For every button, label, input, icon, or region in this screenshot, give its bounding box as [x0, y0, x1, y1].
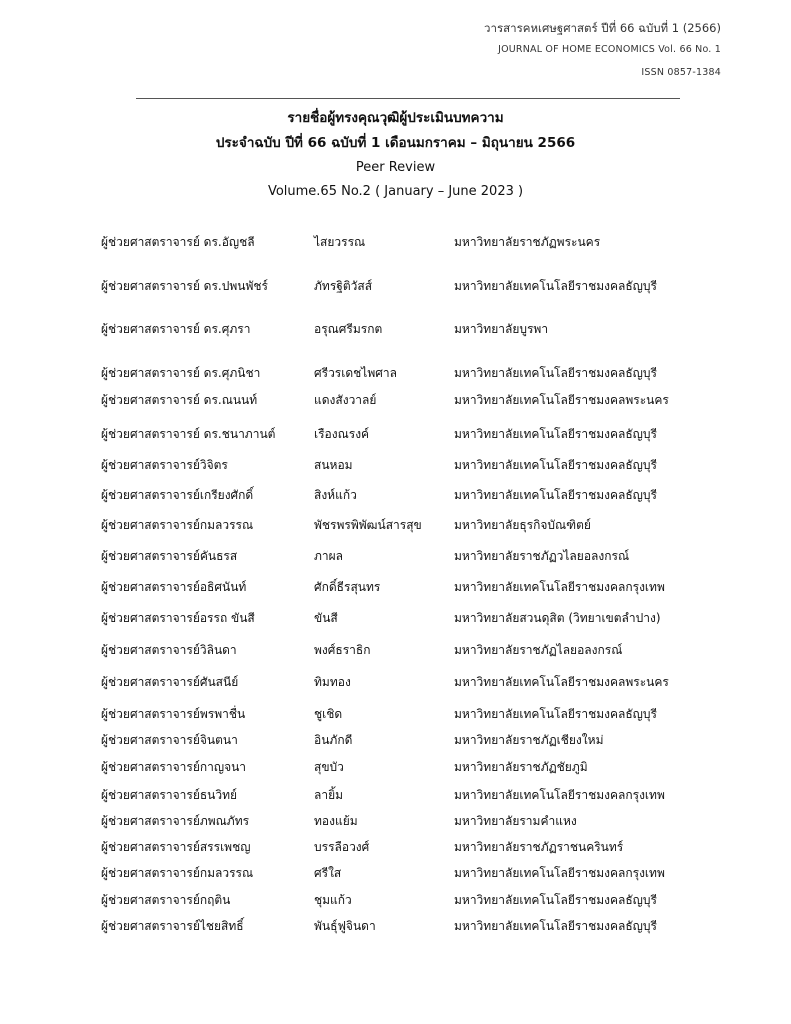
reviewer-name: ผู้ช่วยศาสตราจารย์ ดร.อัญชลี: [101, 235, 255, 249]
reviewer-university: มหาวิทยาลัยเทคโนโลยีราชมงคลธัญบุรี: [454, 893, 657, 907]
reviewer-surname: ภัทรฐิติวัสส์: [314, 279, 373, 293]
reviewer-surname: ทิมทอง: [314, 675, 351, 689]
reviewer-name: ผู้ช่วยศาสตราจารย์ ดร.ศุภรา: [101, 322, 251, 336]
reviewer-university: มหาวิทยาลัยราชภัฏไลยอลงกรณ์: [454, 643, 623, 657]
reviewer-university: มหาวิทยาลัยธุรกิจบัณฑิตย์: [454, 518, 591, 532]
reviewer-name: ผู้ช่วยศาสตราจารย์เกรียงศักดิ์: [101, 488, 254, 502]
reviewer-university: มหาวิทยาลัยราชภัฏราชนครินทร์: [454, 840, 624, 854]
reviewer-name: ผู้ช่วยศาสตราจารย์คันธรส: [101, 549, 238, 563]
reviewer-name: ผู้ช่วยศาสตราจารย์วิลินดา: [101, 643, 237, 657]
reviewer-row: [0, 837, 791, 857]
issn-number: ISSN 0857-1384: [641, 67, 721, 78]
reviewer-row: [0, 811, 791, 831]
reviewer-row: [0, 916, 791, 936]
reviewer-university: มหาวิทยาลัยเทคโนโลยีราชมงคลธัญบุรี: [454, 366, 657, 380]
reviewer-university: มหาวิทยาลัยราชภัฏพระนคร: [454, 235, 601, 249]
reviewer-name: ผู้ช่วยศาสตราจารย์กฤติน: [101, 893, 231, 907]
reviewer-surname: อินภักดี: [314, 733, 353, 747]
reviewer-name: ผู้ช่วยศาสตราจารย์ธนวิทย์: [101, 788, 238, 802]
journal-title-thai: วารสารคหเศษฐศาสตร์ ปีที่ 66 ฉบับที่ 1 (2566): [484, 21, 721, 35]
issue-title: ประจำฉบับ ปีที่ 66 ฉบับที่ 1 เดือนมกราคม – มิถุนายน 2566: [215, 135, 576, 151]
reviewer-university: มหาวิทยาลัยบูรพา: [454, 322, 549, 336]
reviewer-university: มหาวิทยาลัยสวนดุสิต (วิทยาเขตลำปาง): [454, 611, 661, 625]
reviewer-university: มหาวิทยาลัยเทคโนโลยีราชมงคลธัญบุรี: [454, 458, 657, 472]
reviewer-surname: พันธุ์ฟูจินดา: [314, 919, 376, 933]
reviewer-name: ผู้ช่วยศาสตราจารย์พรพาชื่น: [101, 707, 246, 721]
reviewer-university: มหาวิทยาลัยเทคโนโลยีราชมงคลธัญบุรี: [454, 707, 657, 721]
reviewer-surname: ขันสี: [314, 611, 338, 625]
reviewer-row: [0, 515, 791, 535]
reviewer-row: [0, 424, 791, 444]
reviewer-name: ผู้ช่วยศาสตราจารย์ ดร.ชนาภานต์: [101, 427, 276, 441]
reviewer-row: [0, 276, 791, 296]
reviewer-surname: ไสยวรรณ: [314, 235, 366, 249]
reviewer-name: ผู้ช่วยศาสตราจารย์จินตนา: [101, 733, 238, 747]
reviewer-university: มหาวิทยาลัยเทคโนโลยีราชมงคลธัญบุรี: [454, 427, 657, 441]
reviewer-university: มหาวิทยาลัยเทคโนโลยีราชมงคลกรุงเทพ: [454, 788, 665, 802]
reviewer-surname: พัชรพรพิพัฒน์สารสุข: [314, 518, 422, 532]
page-title-block: [0, 110, 791, 209]
reviewer-surname: บรรลือวงศ์: [314, 840, 370, 854]
volume-heading: Volume.65 No.2 ( January – June 2023 ): [267, 184, 524, 199]
reviewer-university: มหาวิทยาลัยราชภัฏวไลยอลงกรณ์: [454, 549, 630, 563]
reviewer-name: ผู้ช่วยศาสตราจารย์ ดร.ศุภนิชา: [101, 366, 261, 380]
reviewer-row: [0, 455, 791, 475]
reviewer-university: มหาวิทยาลัยเทคโนโลยีราชมงคลกรุงเทพ: [454, 866, 665, 880]
reviewer-surname: อรุณศรีมรกต: [314, 322, 383, 336]
reviewer-row: [0, 485, 791, 505]
reviewer-surname: ศักดิ์ธีรสุนทร: [314, 580, 381, 594]
journal-title-english: JOURNAL OF HOME ECONOMICS Vol. 66 No. 1: [498, 44, 721, 55]
reviewer-university: มหาวิทยาลัยเทคโนโลยีราชมงคลธัญบุรี: [454, 488, 657, 502]
reviewer-surname: สนหอม: [314, 458, 353, 472]
reviewer-surname: เรืองณรงค์: [314, 427, 370, 441]
reviewer-name: ผู้ช่วยศาสตราจารย์ ดร.ปพนพัชร์: [101, 279, 268, 293]
reviewer-name: ผู้ช่วยศาสตราจารย์สรรเพชญ: [101, 840, 251, 854]
reviewer-row: [0, 863, 791, 883]
reviewer-row: [0, 785, 791, 805]
reviewer-name: ผู้ช่วยศาสตราจารย์กมลวรรณ: [101, 518, 254, 532]
reviewer-row: [0, 704, 791, 724]
peer-review-heading: Peer Review: [355, 160, 436, 175]
reviewer-row: [0, 363, 791, 383]
reviewer-name: ผู้ช่วยศาสตราจารย์กาญจนา: [101, 760, 247, 774]
reviewer-name: ผู้ช่วยศาสตราจารย์อธิศนันท์: [101, 580, 247, 594]
reviewer-row: [0, 640, 791, 660]
reviewer-surname: พงศ์ธราธิก: [314, 643, 371, 657]
reviewer-surname: สุขบัว: [314, 760, 344, 774]
reviewer-name: ผู้ช่วยศาสตราจารย์ ดร.ณนนท์: [101, 393, 258, 407]
reviewer-university: มหาวิทยาลัยเทคโนโลยีราชมงคลธัญบุรี: [454, 919, 657, 933]
reviewer-row: [0, 390, 791, 410]
reviewer-row: [0, 890, 791, 910]
running-header: [484, 20, 721, 80]
reviewer-surname: สิงห์แก้ว: [314, 488, 357, 502]
header-divider: [136, 98, 680, 99]
reviewer-university: มหาวิทยาลัยเทคโนโลยีราชมงคลธัญบุรี: [454, 279, 657, 293]
reviewer-surname: ศรีใส: [314, 866, 342, 880]
reviewer-name: ผู้ช่วยศาสตราจารย์วิจิตร: [101, 458, 228, 472]
reviewer-surname: ลายิ้ม: [314, 788, 344, 802]
reviewer-university: มหาวิทยาลัยราชภัฏเชียงใหม่: [454, 733, 604, 747]
reviewer-surname: ชูเชิด: [314, 707, 343, 721]
reviewer-name: ผู้ช่วยศาสตราจารย์ไชยสิทธิ์: [101, 919, 244, 933]
reviewer-row: [0, 608, 791, 628]
reviewer-surname: ภาผล: [314, 549, 344, 563]
reviewer-surname: ชุมแก้ว: [314, 893, 352, 907]
reviewer-university: มหาวิทยาลัยเทคโนโลยีราชมงคลกรุงเทพ: [454, 580, 665, 594]
reviewer-university: มหาวิทยาลัยราชภัฏชัยภูมิ: [454, 760, 588, 774]
reviewer-name: ผู้ช่วยศาสตราจารย์ศันสนีย์: [101, 675, 239, 689]
reviewer-surname: แดงสังวาลย์: [314, 393, 377, 407]
reviewer-row: [0, 577, 791, 597]
page-title: รายชื่อผู้ทรงคุณวุฒิผู้ประเมินบทความ: [287, 110, 504, 126]
reviewer-row: [0, 672, 791, 692]
reviewer-name: ผู้ช่วยศาสตราจารย์ภพณภัทร: [101, 814, 250, 828]
reviewer-surname: ทองแย้ม: [314, 814, 358, 828]
reviewer-row: [0, 319, 791, 339]
reviewer-row: [0, 730, 791, 750]
reviewer-university: มหาวิทยาลัยเทคโนโลยีราชมงคลพระนคร: [454, 675, 669, 689]
reviewer-name: ผู้ช่วยศาสตราจารย์กมลวรรณ: [101, 866, 254, 880]
reviewer-university: มหาวิทยาลัยรามคำแหง: [454, 814, 577, 828]
reviewer-row: [0, 757, 791, 777]
reviewer-row: [0, 546, 791, 566]
reviewer-surname: ศรีวรเดชไพศาล: [314, 366, 397, 380]
reviewer-university: มหาวิทยาลัยเทคโนโลยีราชมงคลพระนคร: [454, 393, 669, 407]
reviewer-name: ผู้ช่วยศาสตราจารย์อรรถ ขันสี: [101, 611, 255, 625]
reviewer-row: [0, 232, 791, 252]
